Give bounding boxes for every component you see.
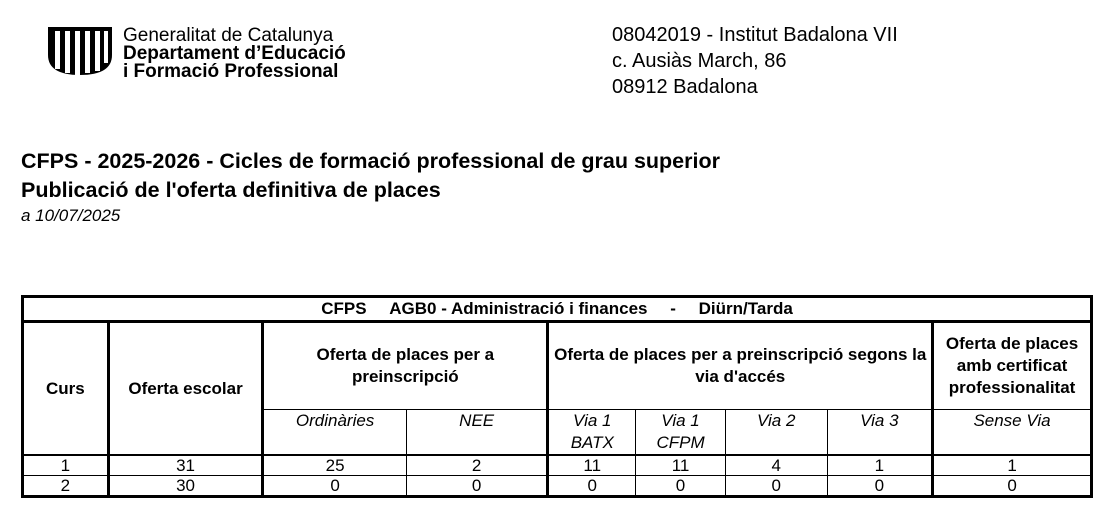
header-curs: Curs [23, 322, 109, 456]
banner-shift: Diürn/Tarda [698, 299, 793, 318]
organization-name [123, 27, 346, 81]
header-oferta-escolar: Oferta escolar [108, 322, 263, 456]
cell-via1-batx: 0 [548, 476, 636, 497]
cell-via2: 0 [725, 476, 827, 497]
org-line-1: Generalitat de Catalunya [123, 25, 334, 46]
cell-via1-cfpm: 0 [636, 476, 726, 497]
org-line-2: Departament d’Educació [123, 43, 346, 64]
cell-sense-via: 1 [933, 455, 1092, 476]
publication-date: a 10/07/2025 [21, 206, 121, 225]
cell-via1-cfpm: 11 [636, 455, 726, 476]
cell-sense-via: 0 [933, 476, 1092, 497]
generalitat-logo-icon [46, 25, 114, 77]
header-preinscripcio: Oferta de places per a preinscripció [263, 322, 548, 410]
subheader-via1-batx: Via 1 BATX [548, 410, 636, 456]
cell-nee: 0 [406, 476, 547, 497]
places-offer-table [21, 295, 1093, 498]
cell-nee: 2 [406, 455, 547, 476]
document-title [21, 147, 720, 227]
header-certificat: Oferta de places amb certificat professionalitat [933, 322, 1092, 410]
table-banner [23, 297, 1092, 322]
school-city: 08912 Badalona [612, 76, 758, 98]
header-via-acces: Oferta de places per a preinscripció segons la via d'accés [548, 322, 933, 410]
cell-via2: 4 [725, 455, 827, 476]
cell-curs: 1 [23, 455, 109, 476]
school-name: 08042019 - Institut Badalona VII [612, 24, 898, 46]
org-line-3: i Formació Professional [123, 61, 339, 82]
subheader-nee: NEE [406, 410, 547, 456]
subheader-via2: Via 2 [725, 410, 827, 456]
subheader-ordinaries: Ordinàries [263, 410, 407, 456]
subheader-via1-cfpm: Via 1 CFPM [636, 410, 726, 456]
cell-curs: 2 [23, 476, 109, 497]
cell-via1-batx: 11 [548, 455, 636, 476]
subheader-via3: Via 3 [827, 410, 933, 456]
banner-code: CFPS [321, 299, 367, 318]
title-line-2: Publicació de l'oferta definitiva de places [21, 178, 441, 202]
banner-separator: - [670, 299, 676, 318]
banner-course: AGB0 - Administració i finances [389, 299, 648, 318]
cell-via3: 0 [827, 476, 933, 497]
cell-via3: 1 [827, 455, 933, 476]
title-line-1: CFPS - 2025-2026 - Cicles de formació professional de grau superior [21, 149, 720, 173]
school-address [612, 22, 898, 100]
cell-ordinaries: 0 [263, 476, 407, 497]
cell-oferta: 30 [108, 476, 263, 497]
cell-oferta: 31 [108, 455, 263, 476]
table-row [23, 476, 1092, 497]
school-street: c. Ausiàs March, 86 [612, 50, 787, 72]
cell-ordinaries: 25 [263, 455, 407, 476]
table-row [23, 455, 1092, 476]
subheader-sense-via: Sense Via [933, 410, 1092, 456]
